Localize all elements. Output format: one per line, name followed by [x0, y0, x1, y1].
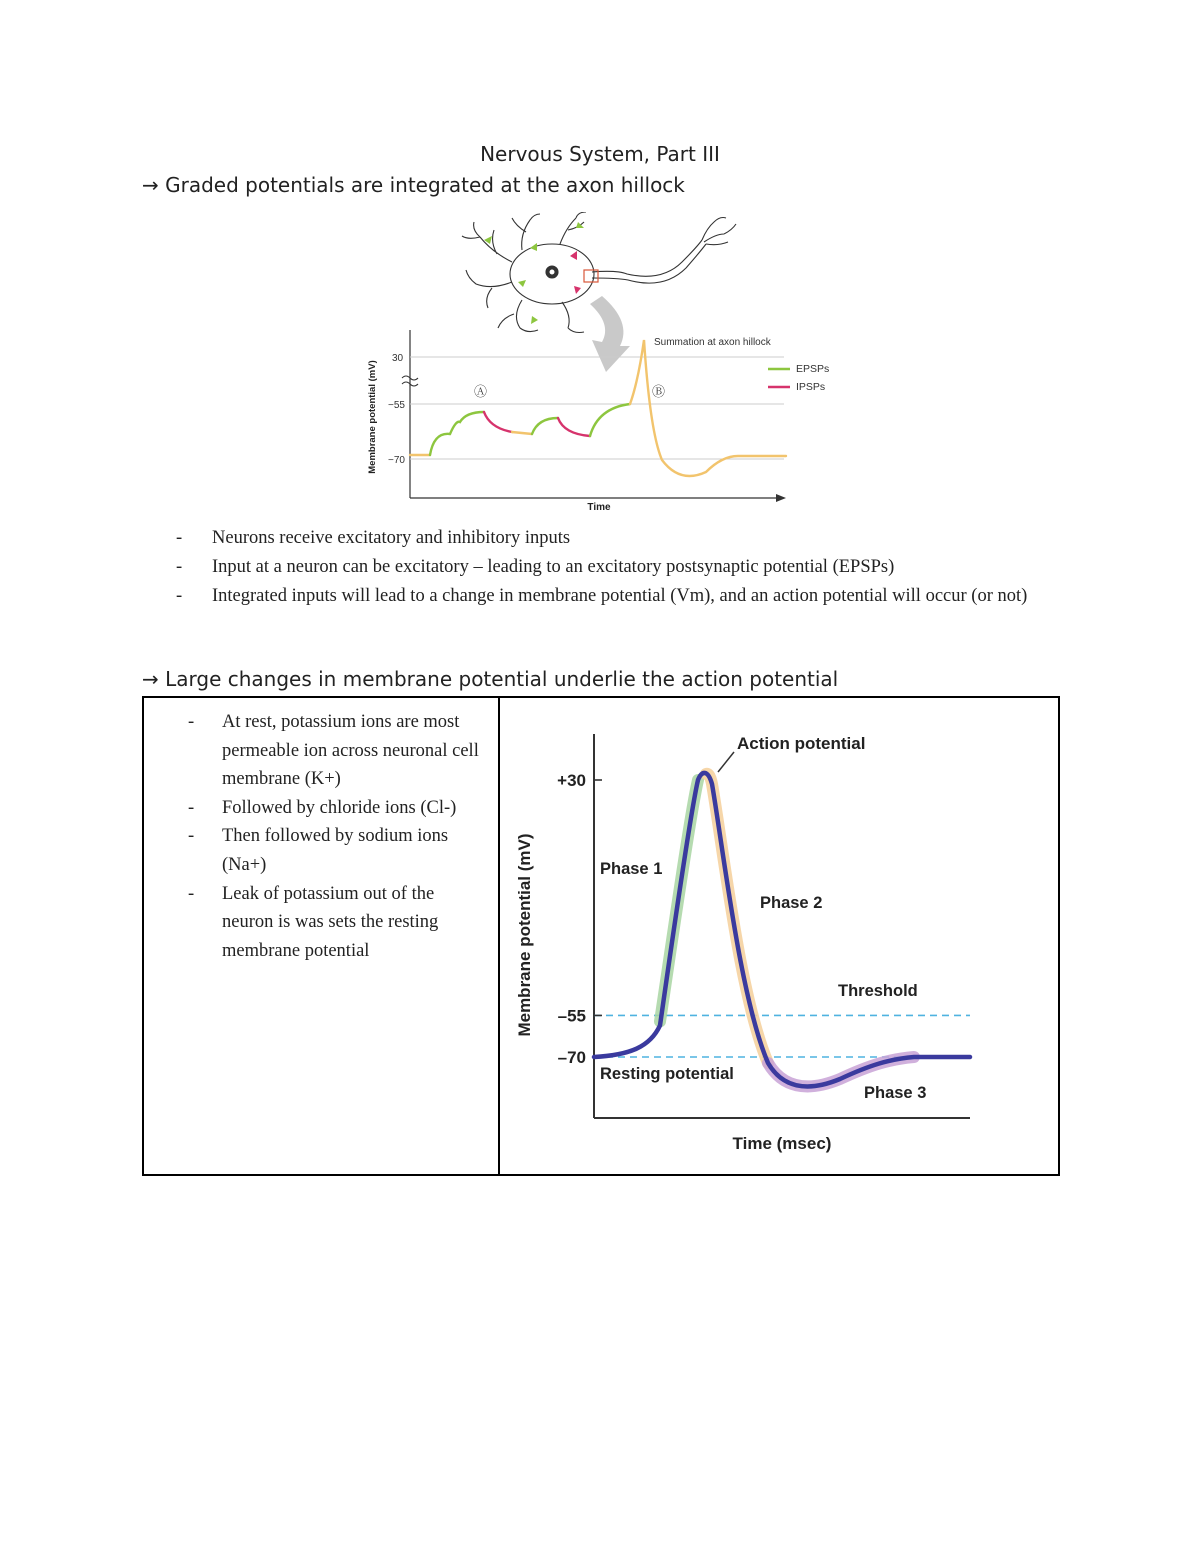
- fig1-xlabel: Time: [587, 502, 611, 513]
- action-potential-chart: [510, 722, 980, 1162]
- list-item: - Input at a neuron can be excitatory – leading to an excitatory postsynaptic potential (EPSPs): [176, 557, 895, 577]
- list-item: - Then followed by sodium ions (Na+): [188, 826, 449, 875]
- ap-label-phase3: Phase 3: [864, 1084, 927, 1102]
- ap-ytick-label: –70: [557, 1048, 586, 1067]
- summation-arrow: [590, 296, 630, 372]
- summation-figure: [362, 212, 792, 514]
- list-item: - Followed by chloride ions (Cl-): [188, 797, 457, 818]
- fig1-trace-ipsp-2: [558, 418, 590, 436]
- ap-ytick-label: –55: [557, 1006, 586, 1026]
- ap-trace: [594, 773, 970, 1087]
- neuron-illustration: [462, 212, 736, 333]
- legend-ipsps: IPSPs: [796, 381, 826, 393]
- ap-label-action-potential: Action potential: [737, 734, 866, 753]
- fig1-tick-30: 30: [392, 353, 404, 364]
- fig1-legend: [768, 369, 790, 387]
- table-cell-notes: [144, 698, 500, 1174]
- fig1-tick-55: −55: [388, 400, 405, 411]
- ap-label-resting: Resting potential: [600, 1065, 734, 1083]
- fig1-trace-epsp-3: [590, 404, 630, 436]
- list-item: - At rest, potassium ions are most permeable ion across neuronal cell membrane (K+): [188, 712, 479, 790]
- fig1-marker-a: Ⓐ: [474, 384, 488, 399]
- ap-ytick-label: +30: [557, 771, 586, 790]
- ap-xlabel: Time (msec): [732, 1134, 832, 1153]
- legend-epsps: EPSPs: [796, 363, 830, 375]
- list-item: - Integrated inputs will lead to a change in membrane potential (Vm), and an action potential will occur (or not): [176, 586, 1028, 606]
- ap-label-phase2: Phase 2: [760, 894, 823, 912]
- fig1-trace-epsp-2: [532, 418, 558, 434]
- ap-label-pointer: [718, 752, 734, 772]
- fig1-trace-spike: [630, 340, 786, 476]
- fig1-trace-epsp-1: [430, 412, 484, 455]
- fig1-annotation: Summation at axon hillock: [654, 337, 771, 348]
- ap-ylabel: Membrane potential (mV): [515, 833, 534, 1037]
- section-heading-action-potential: → Large changes in membrane potential underlie the action potential: [142, 667, 839, 691]
- list-item: - Neurons receive excitatory and inhibitory inputs: [176, 528, 571, 548]
- graded-potentials-bullets: [172, 524, 1052, 611]
- fig1-trace-flat-1: [512, 432, 532, 434]
- page-title: Nervous System, Part III: [480, 142, 720, 166]
- ap-label-threshold: Threshold: [838, 982, 918, 1000]
- fig1-trace-ipsp-1: [484, 412, 512, 432]
- section-heading-graded-potentials: → Graded potentials are integrated at the axon hillock: [142, 173, 685, 197]
- fig1-ylabel: Membrane potential (mV): [367, 360, 378, 474]
- list-item: - Leak of potassium out of the neuron is was sets the resting membrane potential: [188, 883, 439, 961]
- fig1-marker-b: Ⓑ: [652, 384, 666, 399]
- fig1-tick-70: −70: [388, 455, 405, 466]
- ap-label-phase1: Phase 1: [600, 860, 663, 878]
- ion-permeability-bullets: [188, 708, 488, 965]
